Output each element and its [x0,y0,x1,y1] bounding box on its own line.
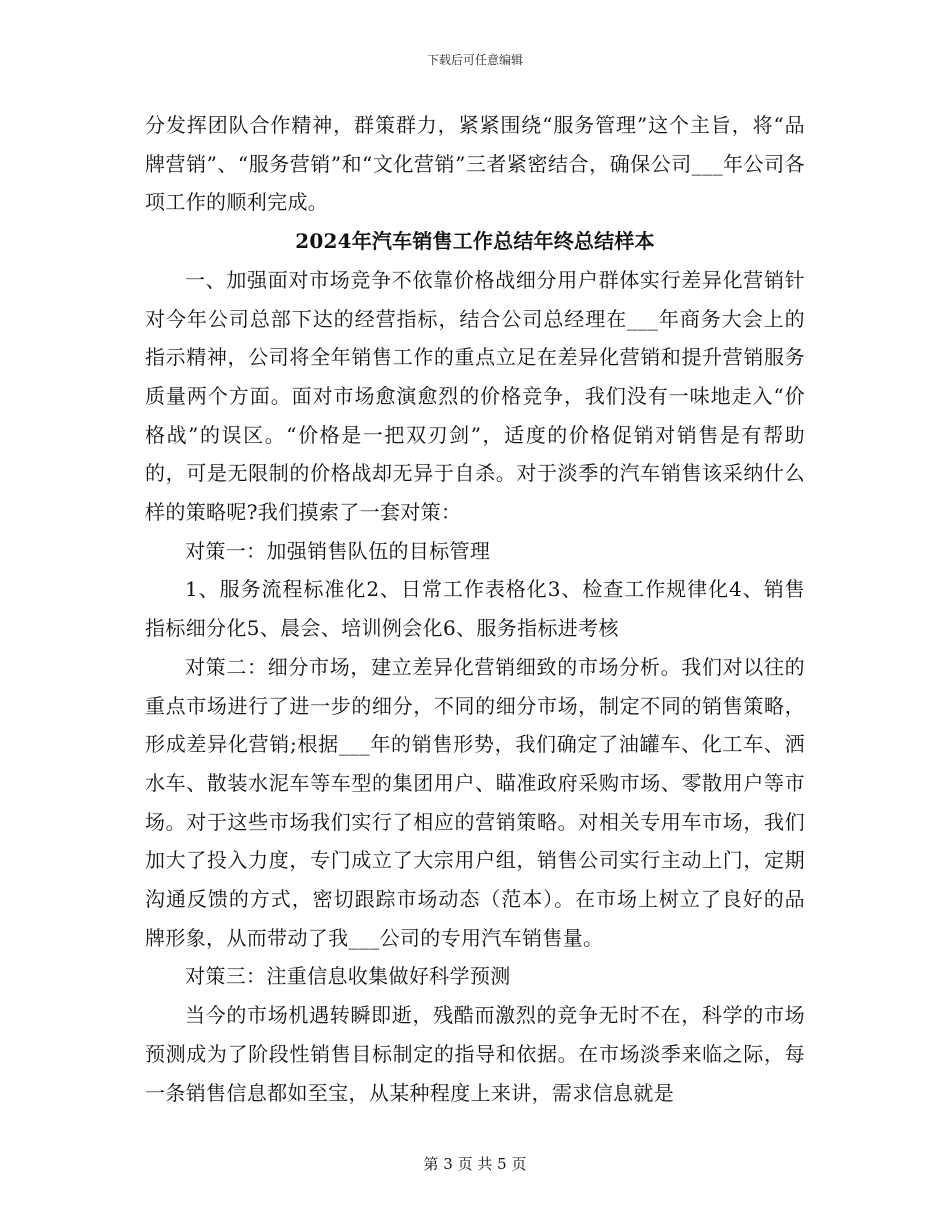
page-header: 下载后可任意编辑 [426,53,523,67]
paragraph-section-one: 一、加强面对市场竞争不依靠价格战细分用户群体实行差异化营销针对今年公司总部下达的经营指标，结合公司总经理在___年商务大会上的指示精神，公司将全年销售工作的重点立足在差异化营销和提升营销服务质量两个方面。面对市场愈演愈烈的价格竞争，我们没有一味地走入“价格战”的误区。“价格是一把双刃剑”，适度的价格促销对销售是有帮助的，可是无限制的价格战却无异于自杀。对于淡季的汽车销售该采纳什么样的策略呢?我们摸索了一套对策： [145,267,805,525]
strategy-one-heading: 对策一：加强销售队伍的目标管理 [185,538,491,563]
strategy-three-heading: 对策三：注重信息收集做好科学预测 [185,964,511,989]
document-body [145,106,805,1112]
document-title: 2024年汽车销售工作总结年终总结样本 [295,229,655,254]
page-number-footer: 第 3 页 共 5 页 [423,1155,527,1173]
paragraph-continuation: 分发挥团队合作精神，群策群力，紧紧围绕“服务管理”这个主旨，将“品牌营销”、“服务营销”和“文化营销”三者紧密结合，确保公司___年公司各项工作的顺利完成。 [145,113,805,215]
paragraph-strategy-two: 对策二：细分市场，建立差异化营销细致的市场分析。我们对以往的重点市场进行了进一步的细分，不同的细分市场，制定不同的销售策略，形成差异化营销;根据___年的销售形势，我们确定了油罐车、化工车、洒水车、散装水泥车等车型的集团用户、瞄准政府采购市场、零散用户等市场。对于这些市场我们实行了相应的营销策略。对相关专用车市场，我们加大了投入力度，专门成立了大宗用户组，销售公司实行主动上门，定期沟通反馈的方式，密切跟踪市场动态（范本）。在市场上树立了良好的品牌形象，从而带动了我___公司的专用汽车销售量。 [145,654,805,950]
paragraph-strategy-three: 当今的市场机遇转瞬即逝，残酷而激烈的竞争无时不在，科学的市场预测成为了阶段性销售目标制定的指导和依据。在市场淡季来临之际，每一条销售信息都如至宝，从某种程度上来讲，需求信息就是 [145,1003,805,1105]
strategy-one-list: 1、服务流程标准化2、日常工作表格化3、检查工作规律化4、销售指标细分化5、晨会、培训例会化6、服务指标进考核 [145,577,805,641]
